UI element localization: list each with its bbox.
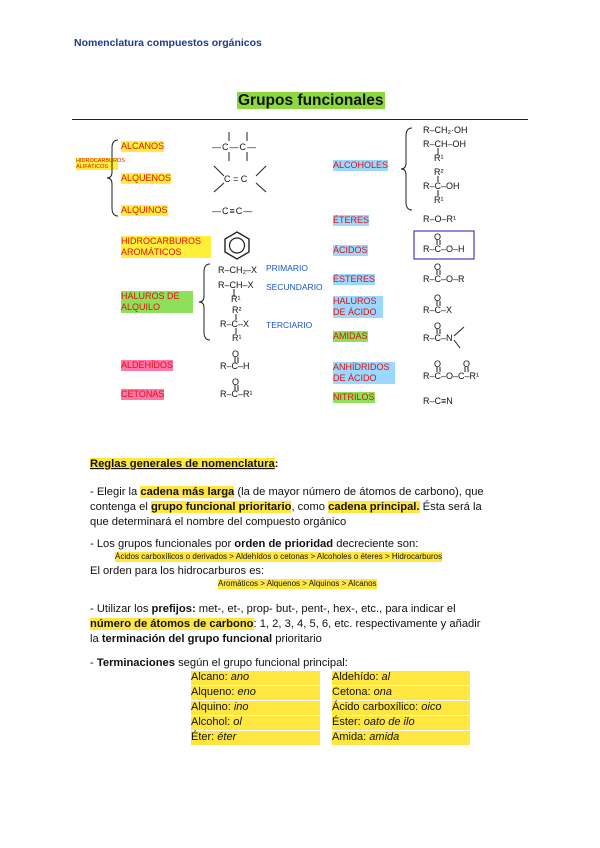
rule-4-l2-b: : 1, 2, 3, 4, 5, 6, etc. respectivamente y añadir [253,618,481,630]
family-cetonas: CETONAS [121,389,165,399]
benzene-ring-icon [222,230,252,260]
ending-eter [191,731,320,745]
alcano-bonds [222,132,262,164]
family-esteres: ÉSTERES [333,274,376,284]
rule-4-l3-b: terminación del grupo funcional [101,633,273,645]
page-title: Grupos funcionales [238,92,384,109]
ending-alquino-suffix: ino [233,701,249,713]
aliphatic-brace [106,138,120,218]
family-alquenos: ALQUENOS [121,173,172,183]
formula-nitrilo: R–C≡N [423,396,453,406]
title-rule [72,119,528,120]
ending-alquino [191,701,320,715]
formula-alcano: —C—C— [212,142,257,152]
ending-alqueno [191,686,320,700]
formula-haluro-terciario-r1: R¹ [232,333,242,343]
rule-4-line-2 [90,617,480,632]
ending-amida-suffix: amida [369,731,400,743]
rule-4-l1-a: - Utilizar los [90,603,152,615]
alcoholes-brace [400,126,414,212]
rule-4-line-3 [90,632,322,647]
ending-alcohol-suffix: ol [233,716,242,728]
rule-1-line-1 [90,485,546,500]
rule-2-a: - Los grupos funcionales por [90,538,235,550]
rule-4-l2-a: número de átomos de carbono [90,618,254,630]
rule-4-l3-a: la [90,633,102,645]
ending-acido [332,701,470,715]
rule-1-l1-a: - Elegir la [90,486,141,498]
anhidrido-oxygen-1: O [434,359,442,369]
haluro-type-secundario: SECUNDARIO [266,282,323,292]
rule-4-l1-c: met-, et-, prop- but-, pent-, hex-, etc., para indicar el [195,603,456,615]
ending-amida-name: Amida: [332,731,370,743]
formula-haluro-primario: R–CH₂–X [218,265,258,275]
family-alquinos: ALQUINOS [121,205,168,215]
rule-1-l2-c: , como [291,501,329,513]
hydrocarbon-order: Aromáticos > Alquenos > Alquinos > Alcanos [218,579,377,588]
priority-order: Ácidos carboxílicos o derivados > Aldehídos o cetonas > Alcoholes o éteres > Hidrocarburos [115,552,443,561]
rule-1-l2-d: cadena principal. [328,501,420,513]
rule-4-l3-c: prioritario [272,633,322,645]
rule-4-line-1 [90,602,456,617]
family-alcoholes: ALCOHOLES [333,160,389,170]
ending-cetona-name: Cetona: [332,686,374,698]
ending-eter-name: Éter: [191,731,218,743]
formula-alcohol-secundario: R–CH–OH [423,139,467,149]
family-nitrilos: NITRILOS [333,392,375,402]
ending-alqueno-suffix: eno [237,686,256,698]
rule-5-c: según el grupo funcional principal: [174,657,348,669]
family-anhidridos: ANHÍDRIDOS DE ÁCIDO [333,362,395,384]
amida-n-bonds [452,326,466,350]
amida-oxygen: O [434,321,442,331]
haluros-brace [198,262,212,342]
ending-ester-name: Éster: [332,716,364,728]
acido-oxygen: O [434,232,442,242]
rule-4-l1-b: prefijos: [151,603,196,615]
ending-ester-suffix: oato de ilo [363,716,415,728]
ending-acido-name: Ácido carboxílico: [332,701,422,713]
formula-alcohol-terciario: R–C–OH [423,181,460,191]
rule-5-a: - [90,657,97,669]
haluro-type-terciario: TERCIARIO [266,320,313,330]
formula-acido: R–C–O–H [423,244,465,254]
formula-haluro-acido: R–C–X [423,305,453,315]
family-aldehidos: ALDEHÍDOS [121,360,174,370]
ending-cetona-suffix: ona [373,686,392,698]
family-aromaticos: HIDROCARBUROS AROMÁTICOS [121,236,211,258]
family-haluros-acido: HALUROS DE ÁCIDO [333,296,383,318]
formula-haluro-secundario-r1: R¹ [231,294,241,304]
anhidrido-oxygen-2: O [463,359,471,369]
formula-haluro-terciario: R–C–X [220,319,250,329]
rule-1-l2-a: contenga el [90,501,151,513]
formula-alqueno: C = C [224,174,248,184]
document-header: Nomenclatura compuestos orgánicos [74,37,262,49]
ending-ester [332,716,470,730]
alcohol-2-r1: R¹ [434,153,444,163]
aldehido-oxygen: O [232,349,240,359]
rule-3: El orden para los hidrocarburos es: [90,565,265,577]
alcohol-3-r2: R² [434,167,444,177]
formula-eter: R–O–R¹ [423,214,457,224]
formula-aldehido: R–C–H [220,361,250,371]
rule-1-line-2 [90,500,482,515]
haluro-acido-oxygen: O [434,293,442,303]
ending-alcano-name: Alcano: [191,671,231,683]
cetona-oxygen: O [232,377,240,387]
rule-5-b: Terminaciones [96,657,175,669]
rule-1-l2-e: Ésta será la [419,501,482,513]
formula-cetona: R–C–R¹ [220,389,253,399]
family-acidos: ÁCIDOS [333,245,368,255]
rule-1-l1-c: (la de mayor número de átomos de carbono), que [234,486,484,498]
ending-alqueno-name: Alqueno: [191,686,238,698]
rules-heading-colon: : [274,458,279,470]
hydrocarbons-aliphatic-label: HIDROCARBUROS ALIFÁTICOS [76,158,125,170]
rules-heading-text: Reglas generales de nomenclatura [90,458,275,470]
alcohol-3-r1: R¹ [434,195,444,205]
haluro-type-primario: PRIMARIO [266,263,309,273]
formula-haluro-secundario: R–CH–X [218,280,254,290]
ending-acido-suffix: oico [421,701,442,713]
ending-aldehido [332,671,470,685]
ending-aldehido-suffix: al [381,671,391,683]
rules-heading [90,457,278,472]
ending-alcohol [191,716,320,730]
ester-oxygen: O [434,262,442,272]
formula-anhidrido: R–C–O–C–R¹ [423,371,480,381]
family-alcanos: ALCANOS [121,141,165,151]
formula-alquino: —C≡C— [212,206,254,216]
family-haluros-alquilo: HALUROS DE ALQUILO [121,291,193,313]
family-amidas: AMIDAS [333,331,368,341]
ending-alcano-suffix: ano [230,671,250,683]
ending-cetona [332,686,470,700]
family-eteres: ÉTERES [333,215,370,225]
ending-alcano [191,671,320,685]
rule-2 [90,537,418,552]
rule-2-b: orden de prioridad [234,538,334,550]
ending-aldehido-name: Aldehído: [332,671,382,683]
rule-1-l2-b: grupo funcional prioritario [150,501,292,513]
rule-1-l1-b: cadena más larga [140,486,235,498]
ending-alquino-name: Alquino: [191,701,234,713]
rule-2-c: decreciente son: [333,538,419,550]
formula-amida: R–C–N [423,333,453,343]
rule-5 [90,656,348,671]
alqueno-bonds [212,164,268,196]
formula-ester: R–C–O–R [423,274,465,284]
ending-alcohol-name: Alcohol: [191,716,234,728]
ending-amida [332,731,470,745]
formula-alcohol-primario: R–CH₂·OH [423,125,468,135]
formula-haluro-terciario-r2: R² [232,305,242,315]
rule-1-line-3: que determinará el nombre del compuesto orgánico [90,516,347,528]
ending-eter-suffix: éter [217,731,237,743]
